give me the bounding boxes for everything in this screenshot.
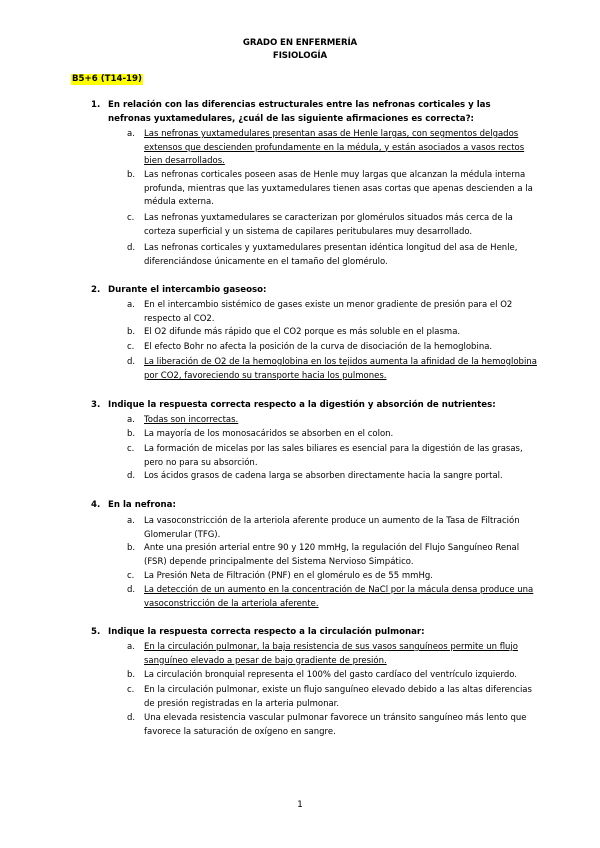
- option-text: En la circulación pulmonar, la baja resistencia de sus vasos sanguíneos permite un flujo sanguíneo elevado a pesar de bajo gradiente de presión.: [144, 642, 518, 666]
- question-text: Indique la respuesta correcta respecto a la circulación pulmonar:: [108, 627, 425, 637]
- question-number: 5.: [91, 627, 101, 637]
- option-5c: [127, 684, 537, 711]
- option-letter: d.: [127, 243, 136, 253]
- option-letter: a.: [127, 129, 135, 139]
- question-text: En relación con las diferencias estructurales entre las nefronas corticales y las nefronas yuxtamedulares, ¿cuál de las siguiente afirmaciones es correcta?:: [108, 100, 491, 124]
- option-1c: [127, 212, 537, 239]
- option-3a-correct: [127, 414, 537, 428]
- option-4a: [127, 515, 537, 542]
- option-text: En el intercambio sistémico de gases existe un menor gradiente de presión para el O2 respecto al CO2.: [144, 300, 513, 324]
- option-2b: [127, 326, 537, 340]
- option-text: La circulación bronquial representa el 100% del gasto cardíaco del ventrículo izquierdo.: [144, 670, 517, 680]
- option-letter: a.: [127, 300, 135, 310]
- option-3b: [127, 428, 537, 442]
- option-letter: a.: [127, 516, 135, 526]
- question-number: 2.: [91, 285, 101, 295]
- option-3d: [127, 470, 537, 484]
- option-text: La formación de micelas por las sales biliares es esencial para la digestión de las grasas, pero no para su absorción.: [144, 444, 523, 468]
- option-text: La Presión Neta de Filtración (PNF) en el glomérulo es de 55 mmHg.: [144, 571, 433, 581]
- option-letter: b.: [127, 170, 136, 180]
- question-number: 1.: [91, 100, 101, 110]
- question-5: [91, 626, 531, 640]
- question-text: En la nefrona:: [108, 500, 176, 510]
- option-letter: c.: [127, 685, 135, 695]
- question-number: 4.: [91, 500, 101, 510]
- option-1d: [127, 242, 537, 269]
- question-3: [91, 399, 531, 413]
- option-text: Ante una presión arterial entre 90 y 120 mmHg, la regulación del Flujo Sanguíneo Renal (FSR) depende principalmente del Sistema Nervioso Simpático.: [144, 543, 520, 567]
- question-2: [91, 284, 531, 298]
- option-5d: [127, 712, 537, 739]
- option-letter: b.: [127, 670, 136, 680]
- option-text: Las nefronas corticales poseen asas de Henle muy largas que alcanzan la médula interna profunda, mientras que las yuxtamedulares tienen asas cortas que apenas descienden a la médula externa.: [144, 170, 533, 207]
- option-text: Una elevada resistencia vascular pulmonar favorece un tránsito sanguíneo más lento que favorece la saturación de oxígeno en sangre.: [144, 713, 527, 737]
- option-text: La vasoconstricción de la arteriola aferente produce un aumento de la Tasa de Filtración Glomerular (TFG).: [144, 516, 520, 540]
- option-letter: c.: [127, 444, 135, 454]
- option-letter: d.: [127, 713, 136, 723]
- option-letter: d.: [127, 357, 136, 367]
- option-letter: c.: [127, 571, 135, 581]
- option-2c: [127, 341, 537, 355]
- option-text: El O2 difunde más rápido que el CO2 porque es más soluble en el plasma.: [144, 327, 461, 337]
- option-5b: [127, 669, 537, 683]
- option-letter: c.: [127, 213, 135, 223]
- option-text: Las nefronas yuxtamedulares presentan asas de Henle largas, con segmentos delgados extensos que descienden profundamente en la médula, y están asociados a vasos rectos bien desarrollados.: [144, 129, 525, 166]
- option-letter: b.: [127, 429, 136, 439]
- option-text: La liberación de O2 de la hemoglobina en los tejidos aumenta la afinidad de la hemoglobina por CO2, favoreciendo su transporte hacia los pulmones.: [144, 357, 537, 381]
- option-text: El efecto Bohr no afecta la posición de la curva de disociación de la hemoglobina.: [144, 342, 493, 352]
- option-text: Las nefronas yuxtamedulares se caracterizan por glomérulos situados más cerca de la corteza superficial y un sistema de capilares peritubulares muy desarrollado.: [144, 213, 513, 237]
- option-2a: [127, 299, 537, 326]
- option-text: En la circulación pulmonar, existe un flujo sanguíneo elevado debido a las altas diferencias de presión registradas en la arteria pulmonar.: [144, 685, 532, 709]
- option-4b: [127, 542, 537, 569]
- option-letter: c.: [127, 342, 135, 352]
- option-letter: a.: [127, 415, 135, 425]
- question-text: Indique la respuesta correcta respecto a la digestión y absorción de nutrientes:: [108, 400, 496, 410]
- option-letter: b.: [127, 327, 136, 337]
- option-1a-correct: [127, 128, 537, 169]
- option-letter: b.: [127, 543, 136, 553]
- option-text: La mayoría de los monosacáridos se absorben en el colon.: [144, 429, 394, 439]
- option-text: La detección de un aumento en la concentración de NaCl por la mácula densa produce una vasoconstricción de la arteriola aferente.: [144, 585, 534, 609]
- question-4: [91, 499, 531, 513]
- option-letter: d.: [127, 471, 136, 481]
- option-letter: a.: [127, 642, 135, 652]
- option-4c: [127, 570, 537, 584]
- option-4d-correct: [127, 584, 537, 611]
- option-text: Las nefronas corticales y yuxtamedulares presentan idéntica longitud del asa de Henle, diferenciándose únicamente en el tamaño del glomérulo.: [144, 243, 518, 267]
- option-5a-correct: [127, 641, 537, 668]
- section-tag-highlighted: B5+6 (T14-19): [72, 74, 142, 84]
- option-text: Todas son incorrectas.: [144, 415, 239, 425]
- option-letter: d.: [127, 585, 136, 595]
- page-number: 1: [297, 800, 303, 810]
- document-title: GRADO EN ENFERMERÍA: [242, 38, 358, 48]
- question-number: 3.: [91, 400, 101, 410]
- document-subtitle: FISIOLOGÍA: [272, 51, 328, 61]
- option-2d-correct: [127, 356, 537, 383]
- option-3c: [127, 443, 537, 470]
- option-text: Los ácidos grasos de cadena larga se absorben directamente hacia la sangre portal.: [144, 471, 503, 481]
- question-text: Durante el intercambio gaseoso:: [108, 285, 267, 295]
- question-1: [91, 99, 531, 126]
- option-1b: [127, 169, 537, 210]
